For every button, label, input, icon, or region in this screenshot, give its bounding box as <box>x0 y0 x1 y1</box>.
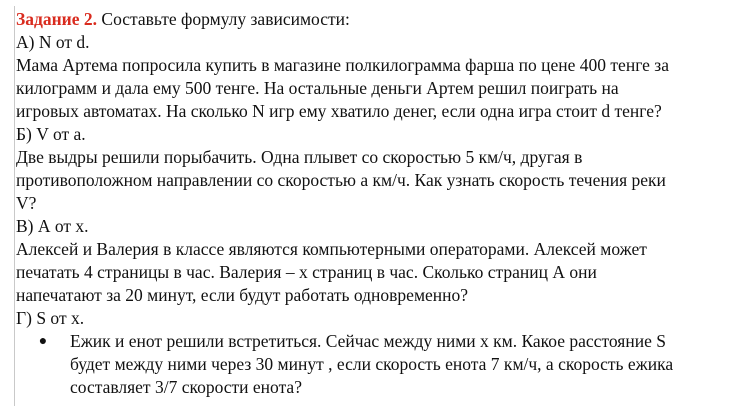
item-a <box>16 31 744 123</box>
item-text-line: печатать 4 страницы в час. Валерия – х страниц в час. Сколько страниц А они <box>16 262 597 282</box>
bullet-text <box>70 330 673 399</box>
item-text-line: V? <box>16 193 37 213</box>
item-text-line: Две выдры решили порыбачить. Одна плывет со скоростью 5 км/ч, другая в <box>16 147 583 167</box>
item-heading: А) N от d. <box>16 32 90 52</box>
item-heading: В) А от х. <box>16 216 89 236</box>
left-margin-rule <box>14 6 15 406</box>
item-heading: Г) S от х. <box>16 308 85 328</box>
task-label: Задание 2. <box>16 9 98 29</box>
item-text-line: килограмм и дала ему 500 тенге. На остальные деньги Артем решил поиграть на <box>16 78 619 98</box>
item-text-line: Мама Артема попросила купить в магазине полкилограмма фарша по цене 400 тенге за <box>16 55 669 75</box>
item-c <box>16 215 744 307</box>
item-b <box>16 123 744 215</box>
item-text-line: составляет 3/7 скорости енота? <box>70 377 302 397</box>
item-text-line: будет между ними через 30 минут , если скорость енота 7 км/ч, а скорость ежика <box>70 354 674 374</box>
item-text-line: игровых автоматах. На сколько N игр ему хватило денег, если одна игра стоит d тенге? <box>16 101 662 121</box>
item-text-line: противоположном направлении со скоростью a км/ч. Как узнать скорость течения реки <box>16 170 666 190</box>
item-text-line: Алексей и Валерия в классе являются компьютерными операторами. Алексей может <box>16 239 647 259</box>
item-heading: Б) V от a. <box>16 124 86 144</box>
item-d <box>16 307 744 399</box>
task-title <box>16 8 744 31</box>
task-instruction: Составьте формулу зависимости: <box>97 9 350 29</box>
bullet-list-item <box>16 330 744 399</box>
bullet-icon: ● <box>38 334 48 349</box>
task-document <box>16 8 744 399</box>
item-text-line: напечатают за 20 минут, если будут работать одновременно? <box>16 285 469 305</box>
item-text-line: Ежик и енот решили встретиться. Сейчас между ними х км. Какое расстояние S <box>70 331 666 351</box>
